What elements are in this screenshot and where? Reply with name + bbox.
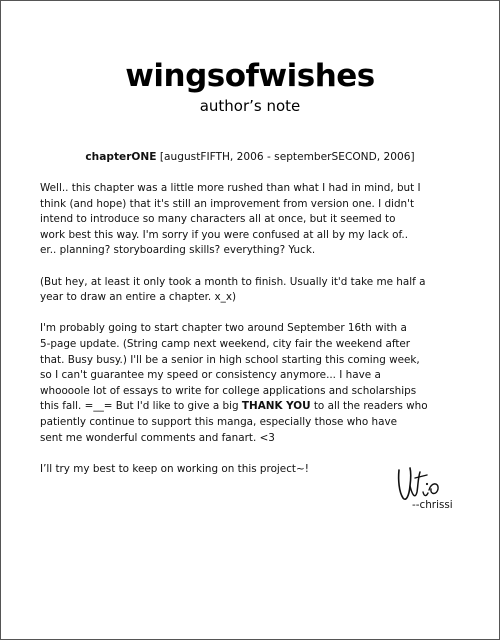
text-line: I'm probably going to start chapter two around September 16th with a	[40, 322, 407, 335]
text-line: think (and hope) that it's still an improvement from version one. I didn't	[40, 197, 415, 210]
text-line	[40, 399, 468, 415]
author-note-body	[40, 181, 468, 493]
text-line: patiently continue to support this manga, especially those who have	[40, 415, 397, 428]
text-line: work best this way. I'm sorry if you were confused at all by my lack of..	[40, 228, 408, 241]
text-line: that. Busy busy.) I'll be a senior in high school starting this coming week,	[40, 353, 420, 366]
text-line: whoooole lot of essays to write for college applications and scholarships	[40, 384, 417, 397]
text-line: so I can't guarantee my speed or consistency anymore... I have a	[40, 369, 381, 382]
text-segment: to all the readers who	[310, 400, 428, 413]
text-line: I’ll try my best to keep on working on this project~!	[40, 462, 309, 475]
page-subtitle: author’s note	[199, 97, 301, 115]
text-line: year to draw an entire a chapter. x_x)	[40, 291, 237, 304]
text-segment: this fall. =__= But I'd like to give a big	[40, 400, 242, 413]
chapter-dates: [augustFIFTH, 2006 - septemberSECOND, 2006]	[159, 151, 415, 163]
text-line: intend to introduce so many characters all at once, but it seemed to	[40, 213, 396, 226]
text-line: (But hey, at least it only took a month to finish. Usually it'd take me half a	[40, 275, 426, 288]
paragraph-1	[40, 181, 468, 259]
text-line: Well.. this chapter was a little more rushed than what I had in mind, but I	[40, 182, 421, 194]
thank-you-emphasis: THANK YOU	[241, 400, 311, 413]
paragraph-3	[40, 321, 468, 446]
text-line: sent me wonderful comments and fanart. <3	[40, 431, 275, 444]
paragraph-2	[40, 275, 468, 306]
chapter-heading	[0, 151, 500, 163]
text-line: er.. planning? storyboarding skills? everything? Yuck.	[40, 244, 316, 257]
site-title: wingsofwishes	[125, 58, 375, 94]
sign-off-name: --chrissi	[412, 499, 453, 511]
chapter-name: chapterONE	[85, 151, 157, 163]
text-line: 5-page update. (String camp next weekend, city fair the weekend after	[40, 337, 411, 350]
